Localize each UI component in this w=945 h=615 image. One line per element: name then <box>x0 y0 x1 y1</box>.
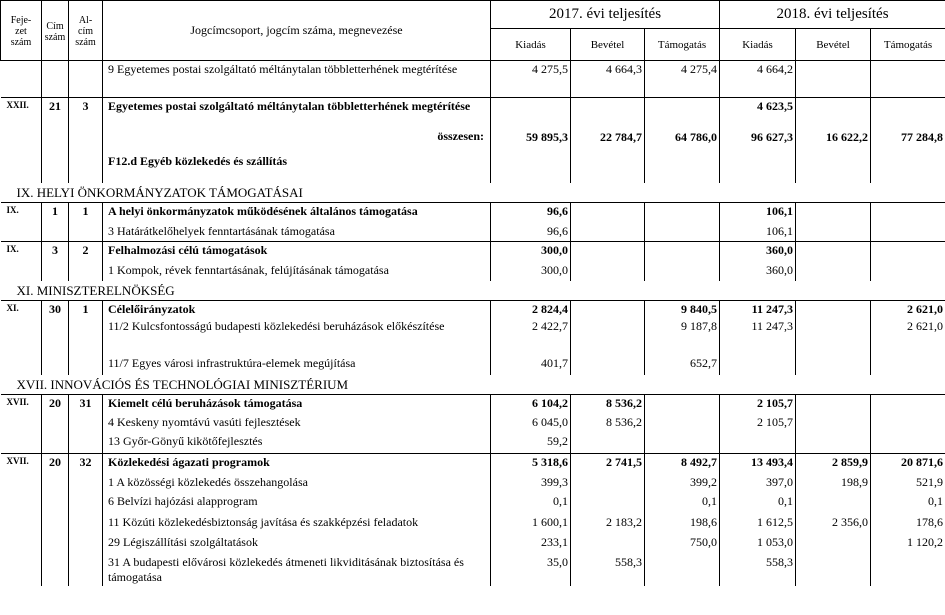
fejezet-cell: XVII. <box>6 456 29 466</box>
jogcim-name: 1 A közösségi közlekedés összehangolása <box>103 474 491 493</box>
jogcim-name: 31 A budapesti elővárosi közlekedés átmeneti likviditásának biztosítása és támogatása <box>103 554 491 586</box>
kiadas-2018-value: 11 247,3 <box>720 301 796 318</box>
kiadas-2017-value: 300,0 <box>491 242 571 262</box>
tamogatas-2017-value: 8 492,7 <box>645 454 720 474</box>
bevetel-2018-value <box>796 433 871 454</box>
item-row <box>1 223 945 242</box>
alcim-cell: 2 <box>69 242 103 262</box>
section-row <box>1 183 945 203</box>
kiadas-2017-value: 35,0 <box>491 554 571 586</box>
tamogatas-2018-value <box>871 223 945 242</box>
cim-cell: 1 <box>42 203 69 223</box>
tamogatas-2017-value: 198,6 <box>645 514 720 534</box>
alcim-cell: 1 <box>69 301 103 318</box>
bevetel-2018-value <box>796 153 871 183</box>
tamogatas-2017-value: 4 275,4 <box>645 61 720 98</box>
kiadas-2018-value: 1 612,5 <box>720 514 796 534</box>
kiadas-2017-value: 399,3 <box>491 474 571 493</box>
cim-cell <box>42 61 69 98</box>
kiadas-2018-value: 13 493,4 <box>720 454 796 474</box>
kiadas-2017-value: 59,2 <box>491 433 571 454</box>
col-cim-header: Cím szám <box>42 1 69 61</box>
tamogatas-2018-value: 2 621,0 <box>871 318 945 355</box>
fejezet-cell <box>1 153 42 183</box>
item-row <box>1 474 945 493</box>
alcim-cell <box>69 129 103 153</box>
bevetel-2017-value <box>571 534 645 554</box>
kiadas-2018-value: 4 664,2 <box>720 61 796 98</box>
tamogatas-2018-value: 20 871,6 <box>871 454 945 474</box>
alcim-cell <box>69 355 103 375</box>
alcim-cell <box>69 61 103 98</box>
alcim-cell <box>69 554 103 586</box>
item-row <box>1 414 945 433</box>
tamogatas-2017-value: 652,7 <box>645 355 720 375</box>
fejezet-cell <box>1 433 42 454</box>
tamogatas-2018-value <box>871 203 945 223</box>
fejezet-cell <box>1 514 42 534</box>
bevetel-2017-value <box>571 355 645 375</box>
tamogatas-2017-value <box>645 203 720 223</box>
alcim-cell <box>69 534 103 554</box>
tamogatas-2018-value: 1 120,2 <box>871 534 945 554</box>
bevetel-2017-value: 2 741,5 <box>571 454 645 474</box>
bevetel-2018-value <box>796 395 871 414</box>
kiadas-2018-value: 11 247,3 <box>720 318 796 355</box>
cim-cell: 3 <box>42 242 69 262</box>
bevetel-2018-header: Bevétel <box>796 29 871 61</box>
tamogatas-2017-value: 399,2 <box>645 474 720 493</box>
cim-cell <box>42 129 69 153</box>
kiadas-2017-value: 4 275,5 <box>491 61 571 98</box>
kiadas-2018-value: 360,0 <box>720 242 796 262</box>
bevetel-2018-value <box>796 242 871 262</box>
tamogatas-2017-header: Támogatás <box>645 29 720 61</box>
jogcim-name: 1 Kompok, révek fenntartásának, felújításának támogatása <box>103 262 491 281</box>
jogcim-name: Kiemelt célú beruházások támogatása <box>103 395 491 414</box>
kiadas-2017-value: 0,1 <box>491 493 571 514</box>
bevetel-2017-value <box>571 98 645 129</box>
jogcim-name: Felhalmozási célú támogatások <box>103 242 491 262</box>
kiadas-2018-value: 106,1 <box>720 223 796 242</box>
kiadas-2018-header: Kiadás <box>720 29 796 61</box>
jogcim-name: 6 Belvízi hajózási alapprogram <box>103 493 491 514</box>
alcim-cell <box>69 153 103 183</box>
kiadas-2017-value: 96,6 <box>491 203 571 223</box>
bevetel-2017-value: 8 536,2 <box>571 414 645 433</box>
jogcim-name: Célelőirányzatok <box>103 301 491 318</box>
bevetel-2017-value <box>571 318 645 355</box>
table-header <box>1 1 945 61</box>
kiadas-2017-value: 6 104,2 <box>491 395 571 414</box>
cim-cell <box>42 318 69 355</box>
jogcim-name: 13 Győr-Gönyű kikötőfejlesztés <box>103 433 491 454</box>
cim-cell: 20 <box>42 454 69 474</box>
item-row <box>1 262 945 281</box>
tamogatas-2017-value <box>645 223 720 242</box>
bevetel-2018-value: 198,9 <box>796 474 871 493</box>
section-title: XI. MINISZTERELNÖKSÉG <box>16 282 175 298</box>
kiadas-2017-value: 6 045,0 <box>491 414 571 433</box>
kiadas-2017-value: 401,7 <box>491 355 571 375</box>
tamogatas-2018-value <box>871 355 945 375</box>
jogcim-name: 3 Határátkelőhelyek fenntartásának támogatása <box>103 223 491 242</box>
alcim-cell: 1 <box>69 203 103 223</box>
alcim-cell: 32 <box>69 454 103 474</box>
jogcim-name: 11 Közúti közlekedésbiztonság javítása és szakképzési feladatok <box>103 514 491 534</box>
bevetel-2018-value <box>796 223 871 242</box>
bevetel-2017-value: 22 784,7 <box>571 129 645 153</box>
tamogatas-2018-value <box>871 554 945 586</box>
kiadas-2017-value: 300,0 <box>491 262 571 281</box>
bevetel-2017-value <box>571 203 645 223</box>
bevetel-2018-value <box>796 355 871 375</box>
group-row <box>1 98 945 129</box>
tamogatas-2017-value <box>645 395 720 414</box>
bevetel-2018-value <box>796 61 871 98</box>
cim-cell <box>42 493 69 514</box>
group-row <box>1 301 945 318</box>
jogcim-name: 11/2 Kulcsfontosságú budapesti közlekedési beruházások előkészítése <box>103 318 491 355</box>
tamogatas-2018-value <box>871 262 945 281</box>
kiadas-2017-header: Kiadás <box>491 29 571 61</box>
fejezet-cell <box>1 554 42 586</box>
jogcim-name: 29 Légiszállítási szolgáltatások <box>103 534 491 554</box>
cim-cell: 20 <box>42 395 69 414</box>
tamogatas-2018-value <box>871 414 945 433</box>
alcim-cell: 31 <box>69 395 103 414</box>
bevetel-2018-value <box>796 203 871 223</box>
cim-cell: 30 <box>42 301 69 318</box>
fejezet-cell <box>1 493 42 514</box>
tamogatas-2018-value: 2 621,0 <box>871 301 945 318</box>
jogcim-name: összesen: <box>103 129 491 153</box>
bevetel-2017-value <box>571 262 645 281</box>
kiadas-2018-value: 96 627,3 <box>720 129 796 153</box>
bevetel-2018-value <box>796 493 871 514</box>
fejezet-cell <box>1 355 42 375</box>
kiadas-2017-value: 2 824,4 <box>491 301 571 318</box>
cim-cell <box>42 153 69 183</box>
section-row <box>1 375 945 395</box>
fejezet-cell: XI. <box>6 303 19 313</box>
year-2017-header: 2017. évi teljesítés <box>491 1 720 29</box>
kiadas-2018-value <box>720 153 796 183</box>
kiadas-2018-value: 397,0 <box>720 474 796 493</box>
kiadas-2018-value: 1 053,0 <box>720 534 796 554</box>
table-body <box>1 61 945 586</box>
fejezet-cell <box>1 129 42 153</box>
kiadas-2018-value: 2 105,7 <box>720 414 796 433</box>
total-row <box>1 129 945 153</box>
tamogatas-2017-value <box>645 98 720 129</box>
group-row <box>1 203 945 223</box>
cim-cell <box>42 414 69 433</box>
fejezet-cell <box>1 223 42 242</box>
fejezet-cell: IX. <box>6 244 19 254</box>
group-row <box>1 242 945 262</box>
fejezet-cell <box>1 414 42 433</box>
alcim-cell <box>69 318 103 355</box>
cim-cell <box>42 355 69 375</box>
kiadas-2018-value <box>720 355 796 375</box>
tamogatas-2017-value <box>645 242 720 262</box>
bevetel-2017-value <box>571 301 645 318</box>
kiadas-2018-value: 0,1 <box>720 493 796 514</box>
kiadas-2017-value <box>491 153 571 183</box>
section-title: IX. HELYI ÖNKORMÁNYZATOK TÁMOGATÁSAI <box>16 184 303 200</box>
tamogatas-2017-value: 64 786,0 <box>645 129 720 153</box>
kiadas-2017-value <box>491 98 571 129</box>
cim-cell <box>42 534 69 554</box>
alcim-cell <box>69 493 103 514</box>
tamogatas-2018-value <box>871 242 945 262</box>
subhead-row <box>1 153 945 183</box>
alcim-cell <box>69 514 103 534</box>
item-row <box>1 318 945 355</box>
tamogatas-2017-value: 0,1 <box>645 493 720 514</box>
tamogatas-2018-value <box>871 98 945 129</box>
item-row <box>1 493 945 514</box>
tamogatas-2018-value: 521,9 <box>871 474 945 493</box>
tamogatas-2017-value <box>645 414 720 433</box>
jogcim-name: Egyetemes postai szolgáltató méltánytalan többletterhének megtérítése <box>103 98 491 129</box>
fejezet-cell <box>1 61 42 98</box>
kiadas-2017-value: 233,1 <box>491 534 571 554</box>
tamogatas-2017-value <box>645 153 720 183</box>
fejezet-cell <box>1 474 42 493</box>
bevetel-2017-value <box>571 153 645 183</box>
tamogatas-2017-value <box>645 433 720 454</box>
group-row <box>1 395 945 414</box>
jogcim-name: Közlekedési ágazati programok <box>103 454 491 474</box>
bevetel-2017-value <box>571 493 645 514</box>
cim-cell: 21 <box>42 98 69 129</box>
jogcim-name: 9 Egyetemes postai szolgáltató méltánytalan többletterhének megtérítése <box>103 61 491 98</box>
bevetel-2017-value <box>571 474 645 493</box>
kiadas-2017-value: 5 318,6 <box>491 454 571 474</box>
fejezet-cell <box>1 318 42 355</box>
tamogatas-2018-header: Támogatás <box>871 29 945 61</box>
kiadas-2018-value: 106,1 <box>720 203 796 223</box>
item-row <box>1 61 945 98</box>
group-row <box>1 454 945 474</box>
kiadas-2017-value: 2 422,7 <box>491 318 571 355</box>
item-row <box>1 355 945 375</box>
tamogatas-2018-value: 0,1 <box>871 493 945 514</box>
tamogatas-2017-value <box>645 262 720 281</box>
kiadas-2018-value: 360,0 <box>720 262 796 281</box>
tamogatas-2018-value <box>871 153 945 183</box>
bevetel-2018-value <box>796 262 871 281</box>
alcim-cell <box>69 474 103 493</box>
tamogatas-2018-value: 178,6 <box>871 514 945 534</box>
kiadas-2017-value: 96,6 <box>491 223 571 242</box>
tamogatas-2017-value: 750,0 <box>645 534 720 554</box>
jogcim-name: 4 Keskeny nyomtávú vasúti fejlesztések <box>103 414 491 433</box>
cim-cell <box>42 514 69 534</box>
fejezet-cell: IX. <box>6 205 19 215</box>
fejezet-cell <box>1 534 42 554</box>
alcim-cell <box>69 414 103 433</box>
bevetel-2018-value <box>796 414 871 433</box>
fejezet-cell: XVII. <box>6 397 29 407</box>
tamogatas-2018-value: 77 284,8 <box>871 129 945 153</box>
item-row <box>1 514 945 534</box>
col-alcim-header: Al- cím szám <box>69 1 103 61</box>
bevetel-2017-header: Bevétel <box>571 29 645 61</box>
jogcim-name: F12.d Egyéb közlekedés és szállítás <box>103 153 491 183</box>
alcim-cell: 3 <box>69 98 103 129</box>
col-fejezet-header: Feje- zet szám <box>1 1 42 61</box>
bevetel-2018-value <box>796 318 871 355</box>
year-2018-header: 2018. évi teljesítés <box>720 1 945 29</box>
bevetel-2017-value: 4 664,3 <box>571 61 645 98</box>
tamogatas-2017-value: 9 840,5 <box>645 301 720 318</box>
bevetel-2017-value: 8 536,2 <box>571 395 645 414</box>
cim-cell <box>42 262 69 281</box>
cim-cell <box>42 474 69 493</box>
jogcim-name: A helyi önkormányzatok működésének általános támogatása <box>103 203 491 223</box>
fejezet-cell: XXII. <box>6 100 29 110</box>
bevetel-2018-value <box>796 554 871 586</box>
tamogatas-2017-value: 9 187,8 <box>645 318 720 355</box>
cim-cell <box>42 554 69 586</box>
item-row <box>1 433 945 454</box>
item-row <box>1 554 945 586</box>
bevetel-2017-value: 2 183,2 <box>571 514 645 534</box>
alcim-cell <box>69 433 103 454</box>
cim-cell <box>42 223 69 242</box>
bevetel-2018-value: 2 356,0 <box>796 514 871 534</box>
bevetel-2017-value <box>571 242 645 262</box>
kiadas-2018-value: 4 623,5 <box>720 98 796 129</box>
kiadas-2017-value: 59 895,3 <box>491 129 571 153</box>
fejezet-cell <box>1 262 42 281</box>
kiadas-2017-value: 1 600,1 <box>491 514 571 534</box>
alcim-cell <box>69 223 103 242</box>
bevetel-2018-value <box>796 534 871 554</box>
kiadas-2018-value: 2 105,7 <box>720 395 796 414</box>
bevetel-2017-value <box>571 223 645 242</box>
section-row <box>1 281 945 301</box>
item-row <box>1 534 945 554</box>
section-title: XVII. INNOVÁCIÓS ÉS TECHNOLÓGIAI MINISZTÉRIUM <box>16 376 349 392</box>
tamogatas-2018-value <box>871 433 945 454</box>
bevetel-2018-value: 2 859,9 <box>796 454 871 474</box>
bevetel-2017-value: 558,3 <box>571 554 645 586</box>
tamogatas-2018-value <box>871 61 945 98</box>
tamogatas-2018-value <box>871 395 945 414</box>
alcim-cell <box>69 262 103 281</box>
tamogatas-2017-value <box>645 554 720 586</box>
jogcim-name: 11/7 Egyes városi infrastruktúra-elemek megújítása <box>103 355 491 375</box>
bevetel-2018-value <box>796 301 871 318</box>
bevetel-2018-value: 16 622,2 <box>796 129 871 153</box>
kiadas-2018-value: 558,3 <box>720 554 796 586</box>
kiadas-2018-value <box>720 433 796 454</box>
col-jogcim-header: Jogcímcsoport, jogcím száma, megnevezése <box>103 1 491 61</box>
bevetel-2018-value <box>796 98 871 129</box>
cim-cell <box>42 433 69 454</box>
bevetel-2017-value <box>571 433 645 454</box>
